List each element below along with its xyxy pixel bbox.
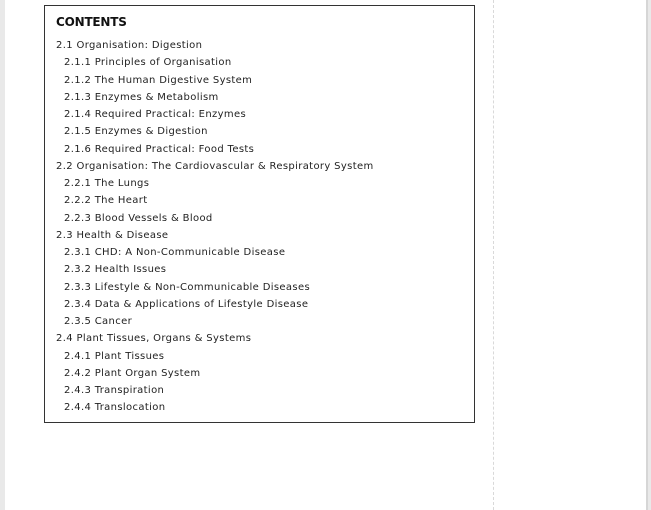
toc-subsection-link[interactable]: 2.3.5 Cancer — [64, 316, 133, 327]
margin-guide — [493, 0, 494, 510]
toc-subsection-link[interactable]: 2.3.2 Health Issues — [64, 264, 167, 276]
toc-subsection-link[interactable]: 2.3.1 CHD: A Non-Communicable Disease — [64, 247, 286, 258]
contents-list — [56, 37, 374, 417]
toc-section-link[interactable]: 2.1 Organisation: Digestion — [56, 40, 203, 51]
toc-section-link[interactable]: 2.4 Plant Tissues, Organs & Systems — [56, 333, 252, 345]
toc-subsection-link[interactable]: 2.4.1 Plant Tissues — [64, 350, 165, 362]
toc-subsection-link[interactable]: 2.4.2 Plant Organ System — [64, 367, 201, 379]
toc-subsection-link[interactable]: 2.3.4 Data & Applications of Lifestyle Disease — [64, 298, 309, 310]
toc-subsection-link[interactable]: 2.1.2 The Human Digestive System — [64, 74, 253, 86]
toc-section-link[interactable]: 2.3 Health & Disease — [56, 229, 169, 241]
toc-subsection-link[interactable]: 2.1.4 Required Practical: Enzymes — [64, 109, 247, 120]
toc-subsection-link[interactable]: 2.2.3 Blood Vessels & Blood — [64, 212, 213, 224]
toc-subsection-link[interactable]: 2.1.3 Enzymes & Metabolism — [64, 91, 219, 103]
document-page — [5, 0, 648, 510]
toc-section-link[interactable]: 2.2 Organisation: The Cardiovascular & Respiratory System — [56, 160, 374, 172]
toc-subsection-link[interactable]: 2.2.1 The Lungs — [64, 178, 150, 189]
toc-subsection-link[interactable]: 2.3.3 Lifestyle & Non-Communicable Diseases — [64, 281, 311, 293]
toc-subsection-link[interactable]: 2.1.6 Required Practical: Food Tests — [64, 143, 255, 155]
toc-subsection-link[interactable]: 2.4.4 Translocation — [64, 402, 166, 414]
table-of-contents — [44, 5, 475, 423]
toc-subsection-link[interactable]: 2.1.1 Principles of Organisation — [64, 57, 232, 69]
toc-subsection-link[interactable]: 2.1.5 Enzymes & Digestion — [64, 126, 208, 138]
contents-heading: CONTENTS — [56, 15, 127, 29]
page-edge — [646, 0, 648, 510]
toc-subsection-link[interactable]: 2.4.3 Transpiration — [64, 385, 165, 396]
toc-subsection-link[interactable]: 2.2.2 The Heart — [64, 195, 148, 207]
